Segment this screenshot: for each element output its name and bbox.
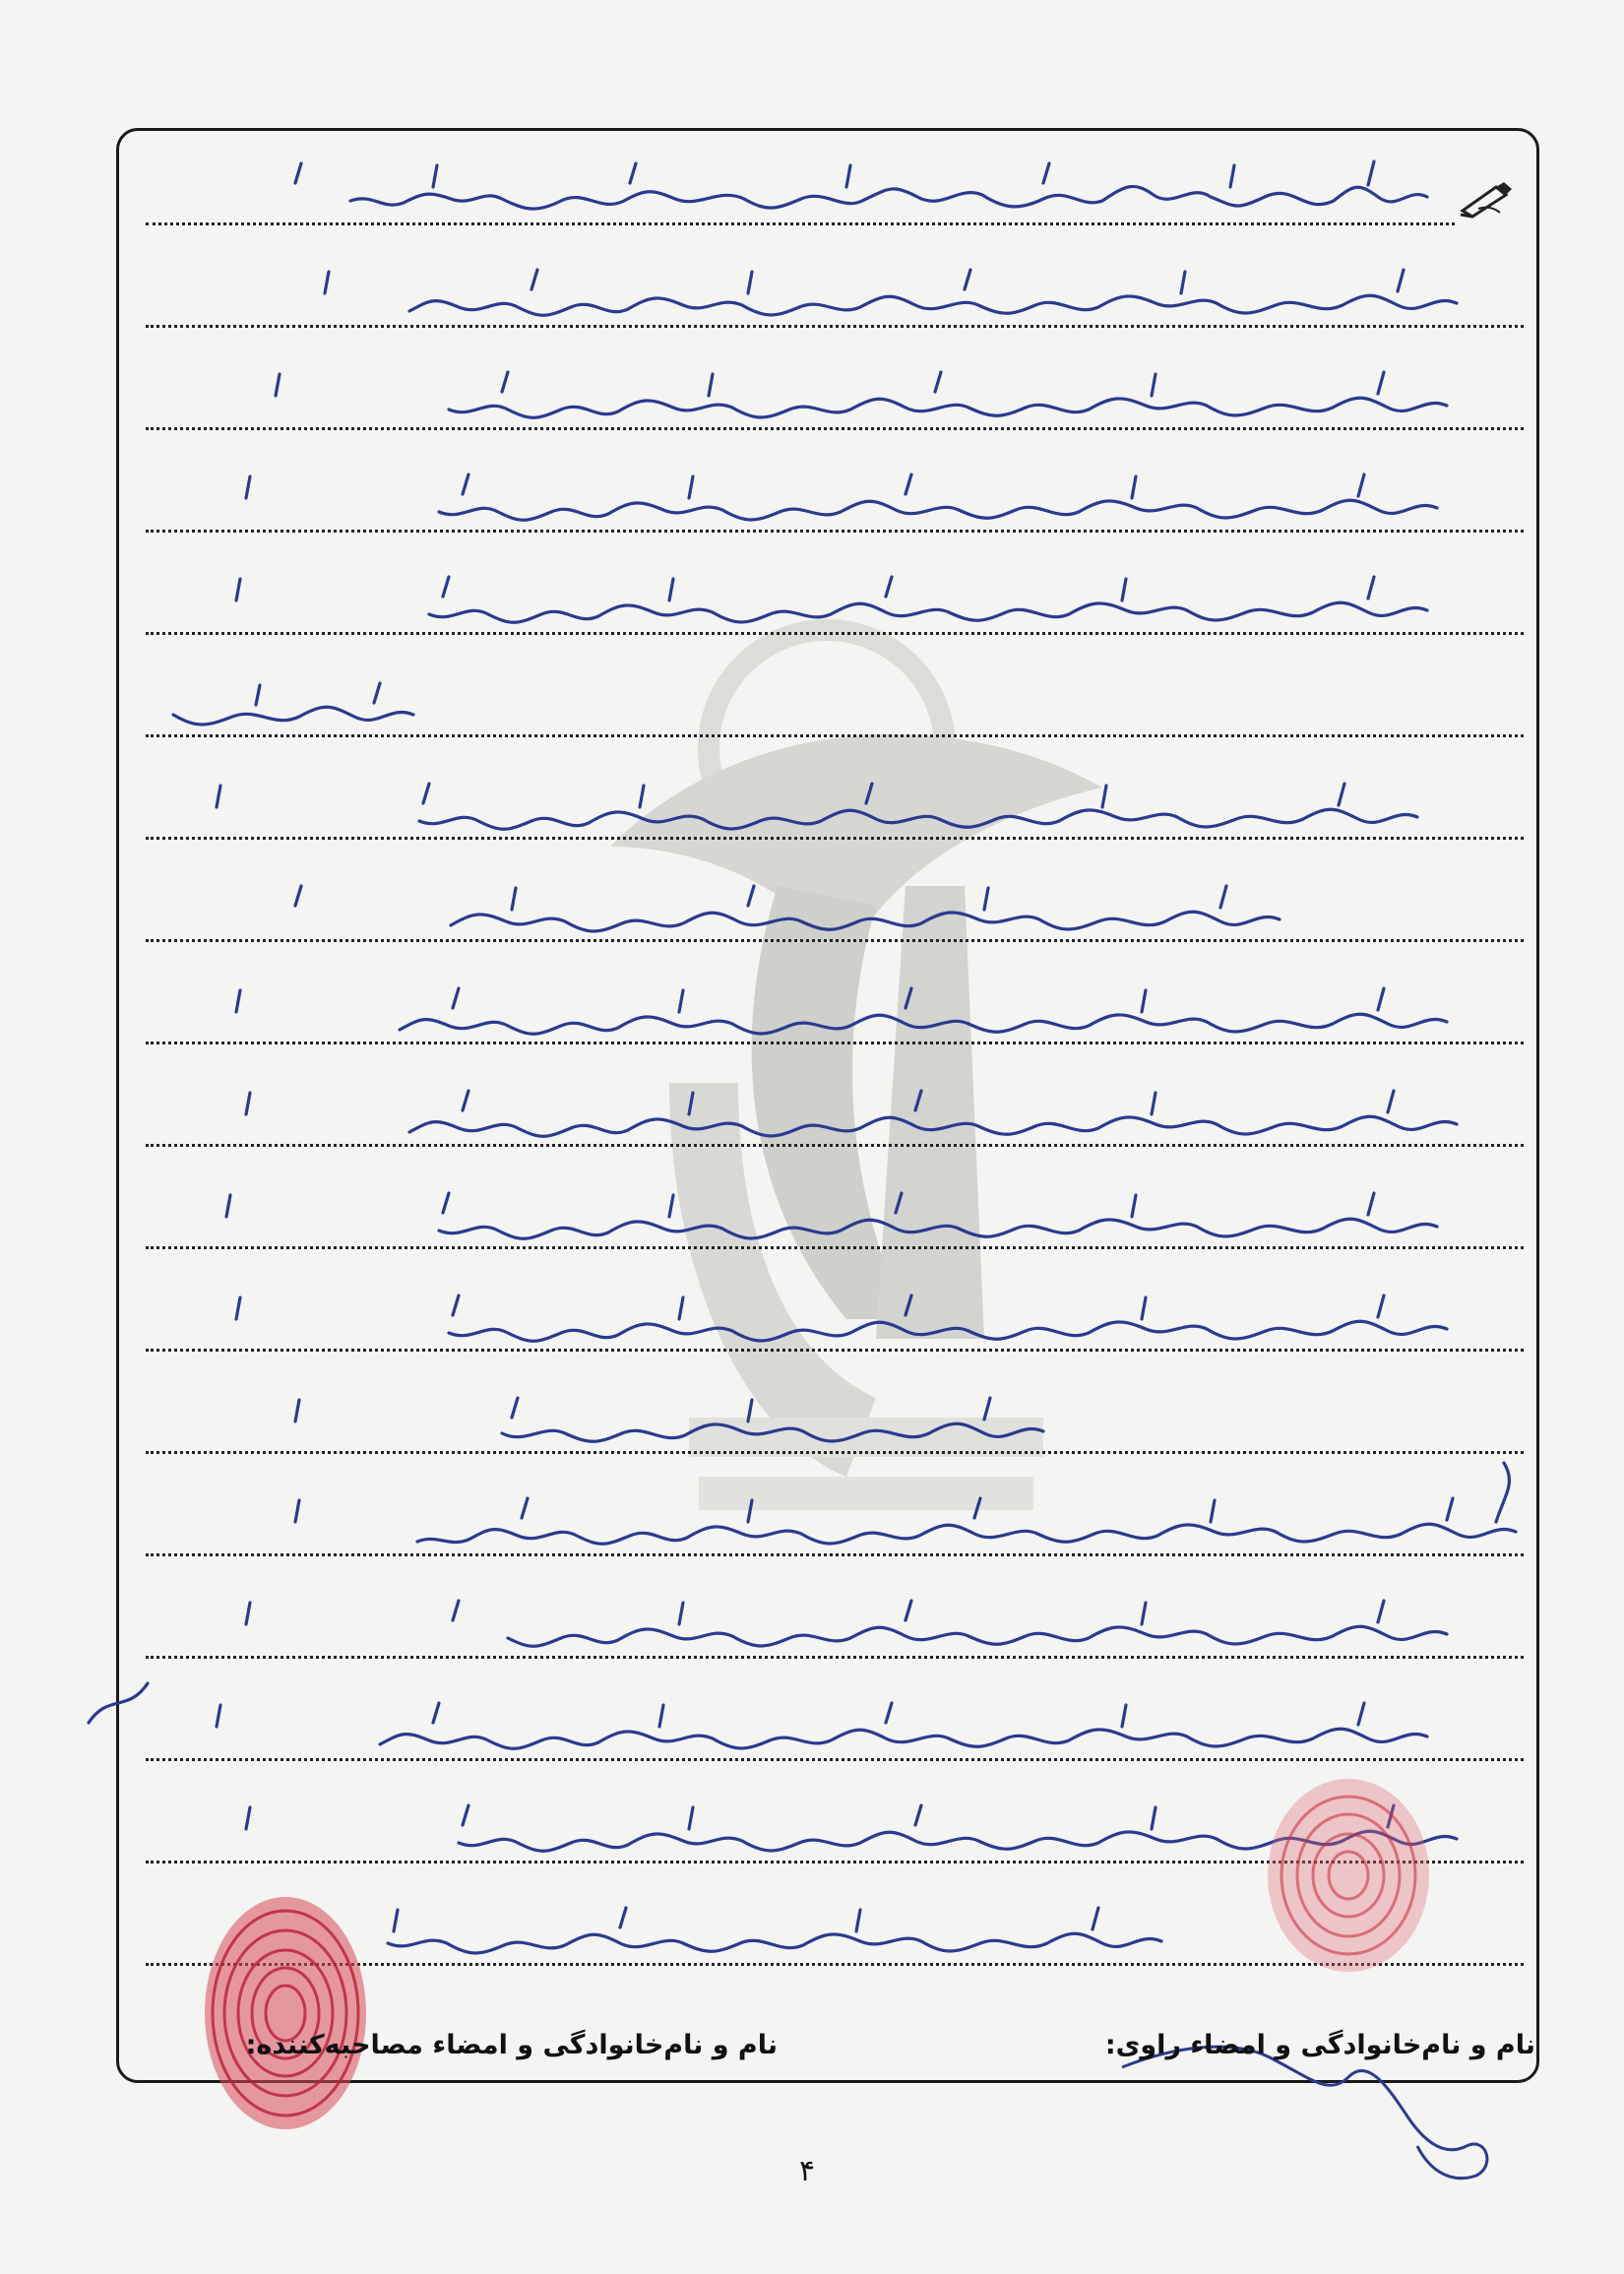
fingerprint-left [197, 1890, 374, 2136]
narrator-signature-label: نام و نام‌خانوادگی و امضاء راوی: [1104, 2030, 1535, 2060]
page-number: ۴ [799, 2154, 816, 2188]
interviewer-signature-label: نام و نام‌خانوادگی و امضاء مصاحبه‌کننده: [245, 2030, 778, 2060]
fingerprint-right [1260, 1772, 1437, 1979]
